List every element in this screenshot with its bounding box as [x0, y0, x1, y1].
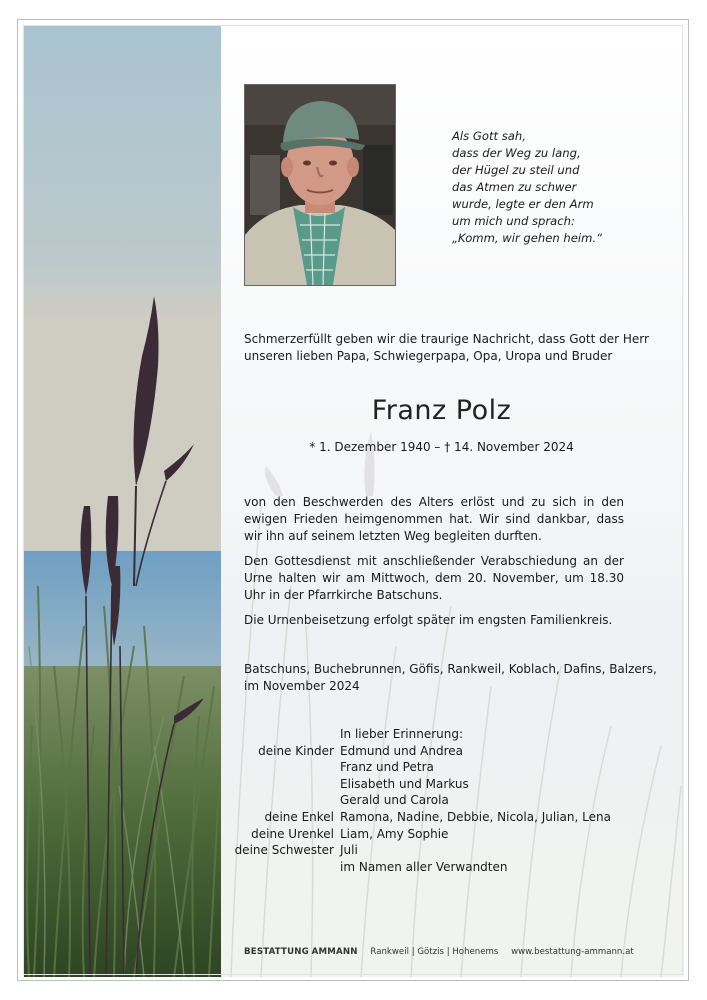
mourner-row: [200, 826, 650, 843]
mourner-label: [200, 776, 340, 793]
body-paragraph: von den Beschwerden des Alters erlöst und zu sich in den ewigen Frieden heimgenommen hat. Wir sind dankbar, dass wir ihn auf seinem letzten Weg begleiten durften.: [244, 495, 624, 543]
mourner-row: [200, 859, 650, 876]
brand-name-b: AMMANN: [311, 947, 358, 957]
intro-line: unseren lieben Papa, Schwiegerpapa, Opa, Uropa und Bruder: [244, 349, 613, 363]
mourner-names: In lieber Erinnerung:: [340, 727, 464, 741]
portrait-photo: [244, 84, 396, 286]
life-dates: * 1. Dezember 1940 – † 14. November 2024: [309, 440, 574, 454]
mourner-names: Ramona, Nadine, Debbie, Nicola, Julian, Lena: [340, 809, 611, 824]
mourner-row: [200, 776, 650, 793]
brand-name-a: BESTATTUNG: [244, 947, 309, 957]
intro-line: Schmerzerfüllt geben wir die traurige Nachricht, dass Gott der Herr: [244, 332, 649, 346]
poem-line: wurde, legte er den Arm: [452, 197, 594, 211]
mourner-label: [200, 726, 340, 743]
mourner-names: Juli: [340, 843, 358, 858]
grass-sea-photo: [24, 26, 221, 977]
poem-line: dass der Weg zu lang,: [452, 146, 581, 160]
poem-line: das Atmen zu schwer: [452, 180, 577, 194]
body-paragraph: Den Gottesdienst mit anschließender Verabschiedung an der Urne halten wir am Mittwoch, dem 20. November, um 18.30 Uhr in der Pfarrkirche Batschuns.: [244, 554, 624, 602]
mourner-label: [200, 759, 340, 776]
mourner-label: deine Schwester: [234, 843, 334, 858]
mourner-row: [200, 809, 650, 826]
location-line: im November 2024: [244, 679, 360, 693]
poem-line: der Hügel zu steil und: [452, 163, 580, 177]
mourner-label: [200, 859, 340, 876]
mourner-names: Elisabeth und Markus: [340, 776, 469, 791]
mourner-label: deine Enkel: [264, 809, 334, 824]
mourner-names: Gerald und Carola: [340, 793, 449, 808]
mourner-row: [200, 726, 650, 743]
mourner-label: deine Kinder: [258, 743, 334, 758]
poem-line: um mich und sprach:: [452, 214, 575, 228]
body-paragraph: Die Urnenbeisetzung erfolgt später im engsten Familienkreis.: [244, 613, 613, 627]
poem-line: „Komm, wir gehen heim.“: [452, 231, 603, 245]
deceased-name: Franz Polz: [371, 395, 512, 426]
mourner-row: [200, 759, 650, 776]
announcement-body: [244, 494, 624, 637]
mourner-names: Franz und Petra: [340, 760, 434, 775]
footer-locations: Rankweil | Götzis | Hohenems: [370, 947, 499, 957]
location-date: [244, 661, 657, 695]
intro-text: [244, 331, 649, 365]
mourner-names: im Namen aller Verwandten: [340, 859, 508, 874]
location-line: Batschuns, Buchebrunnen, Göfis, Rankweil, Koblach, Dafins, Balzers,: [244, 662, 657, 676]
poem: [452, 128, 662, 247]
footer-website[interactable]: www.bestattung-ammann.at: [511, 947, 634, 957]
mourner-row: [200, 743, 650, 760]
mourners-list: [200, 726, 650, 875]
funeral-home-footer: [244, 947, 664, 957]
poem-line: Als Gott sah,: [452, 129, 526, 143]
mourner-row: [200, 792, 650, 809]
mourner-label: deine Urenkel: [251, 826, 334, 841]
mourner-label: [200, 792, 340, 809]
mourner-names: Liam, Amy Sophie: [340, 826, 449, 841]
mourner-names: Edmund und Andrea: [340, 743, 464, 758]
mourner-row: [200, 842, 650, 859]
